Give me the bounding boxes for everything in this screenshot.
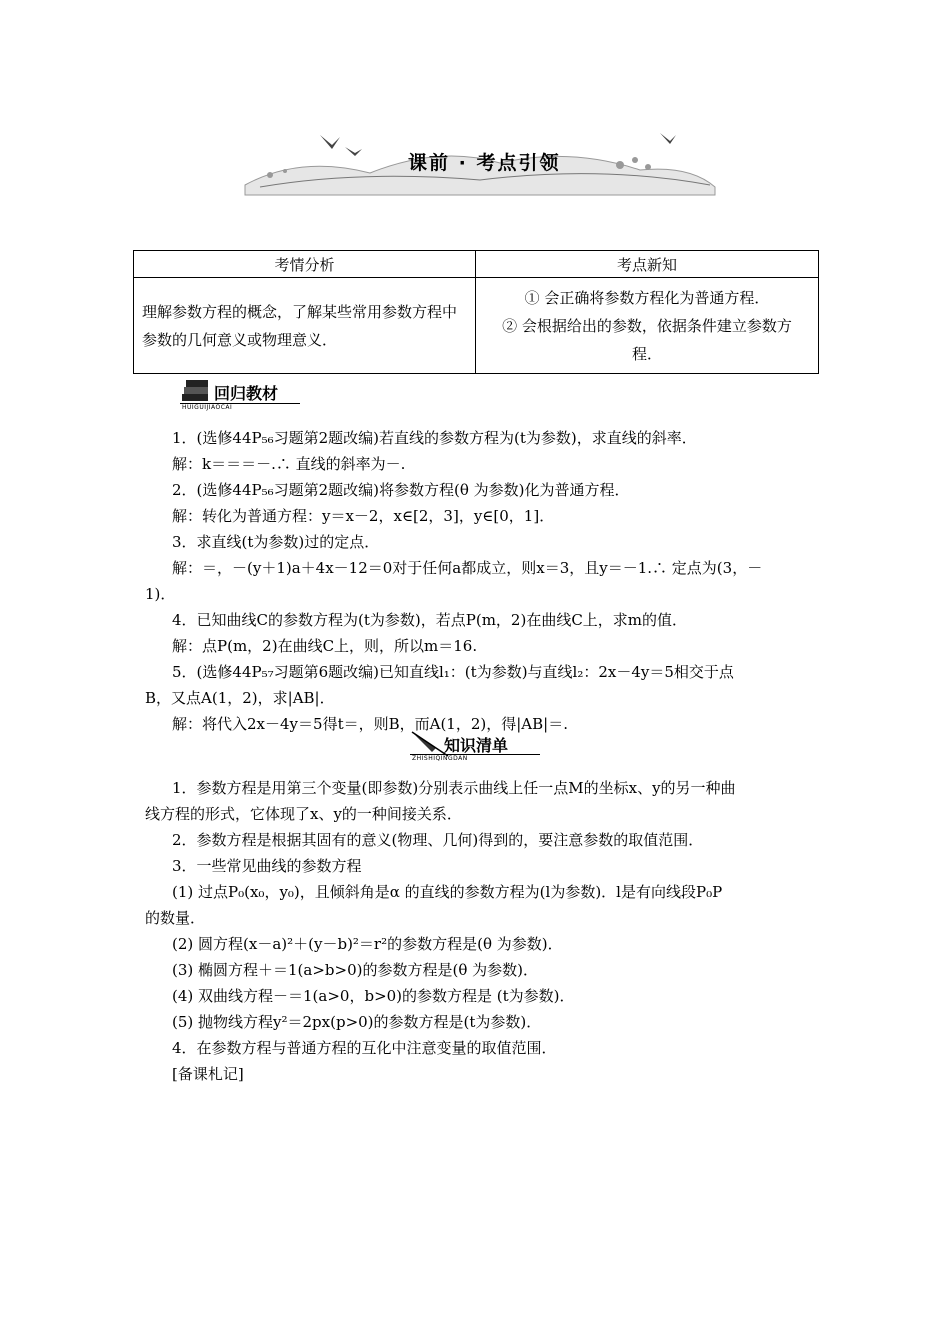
books-icon: [180, 378, 212, 404]
text-line: 1)．: [145, 585, 176, 603]
text-line: B，又点A(1，2)，求|AB|．: [145, 689, 335, 707]
text-line: 4．已知曲线C的参数方程为(t为参数)，若点P(m，2)在曲线C上，求m的值．: [172, 611, 688, 629]
section-subtitle-checklist: ZHISHIQINGDAN: [412, 755, 468, 762]
section-badge-checklist: [410, 728, 540, 762]
text-line: (2) 圆方程(x－a)²＋(y－b)²＝r²的参数方程是(θ 为参数)．: [172, 935, 563, 953]
text-line: (1) 过点P₀(x₀，y₀)，且倾斜角是α 的直线的参数方程为(l为参数)．l是有向线段P₀P: [172, 883, 723, 901]
text-line: 3．一些常见曲线的参数方程: [172, 857, 362, 875]
section-subtitle-review: HUIGUIJIAOCAI: [182, 404, 233, 411]
text-line: 5．(选修44P₅₇习题第6题改编)已知直线l₁：(t为参数)与直线l₂：2x－4y＝5相交于点: [172, 663, 734, 681]
new-knowledge-cell: [476, 278, 819, 374]
text-line: 解：k＝＝＝－.∴ 直线的斜率为－.: [172, 455, 406, 473]
text-line: 2．参数方程是根据其固有的意义(物理、几何)得到的，要注意参数的取值范围．: [172, 831, 704, 849]
knowledge-line: ① 会正确将参数方程化为普通方程．: [524, 288, 770, 307]
text-line: 3．求直线(t为参数)过的定点．: [172, 533, 380, 551]
text-line: 4．在参数方程与普通方程的互化中注意变量的取值范围．: [172, 1039, 557, 1057]
summary-table: [133, 250, 819, 374]
text-line: (3) 椭圆方程＋＝1(a>b>0)的参数方程是(θ 为参数)．: [172, 961, 538, 979]
section-title-checklist: 知识清单: [444, 736, 509, 755]
text-line: [备课札记]: [172, 1065, 244, 1083]
table-header-new-knowledge: 考点新知: [476, 251, 819, 278]
analysis-cell: 理解参数方程的概念，了解某些常用参数方程中参数的几何意义或物理意义．: [134, 278, 476, 374]
text-line: 解：＝，－(y＋1)a＋4x－12＝0对于任何a都成立，则x＝3，且y＝－1.∴ 定点为(3，－: [172, 559, 763, 577]
text-line: 1．(选修44P₅₆习题第2题改编)若直线的参数方程为(t为参数)，求直线的斜率．: [172, 429, 697, 447]
text-line: 解：转化为普通方程：y＝x－2，x∈[2，3]，y∈[0，1]．: [172, 507, 555, 525]
text-line: 的数量．: [145, 909, 206, 927]
text-line: 线方程的形式，它体现了x、y的一种间接关系．: [145, 805, 462, 823]
section-title-review: 回归教材: [214, 384, 279, 403]
knowledge-line: ② 会根据给出的参数，依据条件建立参数方: [502, 316, 792, 335]
table-header-analysis: 考情分析: [134, 251, 476, 278]
text-line: 解：点P(m，2)在曲线C上，则，所以m＝16.: [172, 637, 478, 655]
text-line: (4) 双曲线方程－＝1(a>0，b>0)的参数方程是 (t为参数)．: [172, 987, 575, 1005]
text-line: 1．参数方程是用第三个变量(即参数)分别表示曲线上任一点M的坐标x、y的另一种曲: [172, 779, 736, 797]
knowledge-line: 程．: [631, 344, 662, 363]
text-line: 2．(选修44P₅₆习题第2题改编)将参数方程(θ 为参数)化为普通方程．: [172, 481, 630, 499]
text-line: (5) 抛物线方程y²＝2px(p>0)的参数方程是(t为参数)．: [172, 1013, 542, 1031]
checklist-content: [145, 775, 810, 1087]
banner-title: 课前 · 考点引领: [408, 152, 561, 174]
section-badge-review: [180, 376, 300, 410]
text-line: 解：将代入2x－4y＝5得t＝，则B，而A(1，2)，得|AB|＝.: [172, 715, 568, 733]
review-content: [145, 425, 810, 737]
